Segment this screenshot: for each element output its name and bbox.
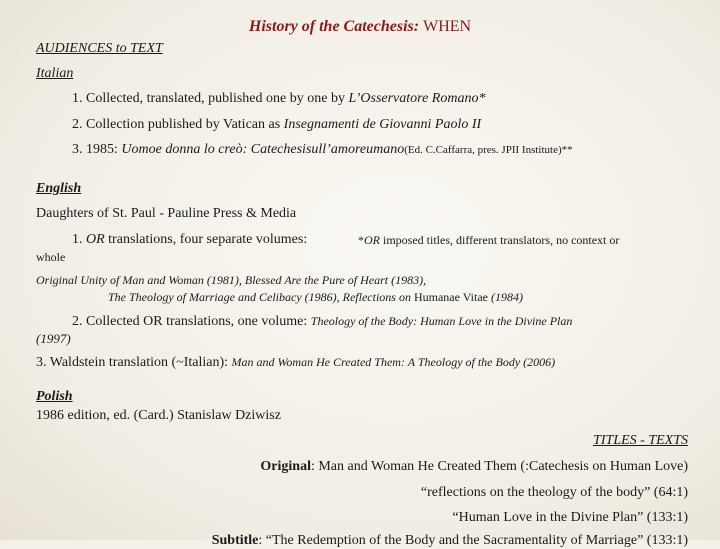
original-text: : Man and Woman He Created Them (:Catechesis on Human Love) <box>310 459 688 474</box>
title-main: History of the Catechesis: <box>248 18 420 35</box>
english-publisher: Daughters of St. Paul - Pauline Press & Media <box>36 206 297 221</box>
item-italic: Man and Woman He Created Them: A Theology of the Body (2006) <box>231 355 556 369</box>
titles-original <box>260 459 688 475</box>
titles-quote-2: “Human Love in the Divine Plan” (133:1) <box>452 510 688 525</box>
english-item-2-year: (1997) <box>36 331 71 346</box>
english-original-line-2 <box>108 290 523 305</box>
note-text: imposed titles, different translators, no context or <box>383 233 620 247</box>
english-heading: English <box>36 181 82 196</box>
subtitle-label: Subtitle <box>211 533 259 548</box>
item-number: 3. <box>36 355 47 370</box>
original-humanae-vitae: Humanae Vitae <box>413 290 488 304</box>
item-text: Collected, translated, published one by one by <box>86 91 345 106</box>
item-number: 2. <box>72 314 83 329</box>
slide-title <box>0 18 720 36</box>
item-text: Waldstein translation (~Italian): <box>49 355 229 370</box>
item-text: translations, four separate volumes: <box>108 232 308 247</box>
item-text: Collected <box>86 314 140 329</box>
item-text: 1985: <box>86 142 118 157</box>
item-number: 1. <box>72 232 83 247</box>
italian-item-3 <box>72 142 573 158</box>
original-year: (1984) <box>490 290 523 304</box>
item-italic: Theology of the Body: Human Love in the Divine Plan <box>310 314 573 328</box>
item-number: 2. <box>72 117 83 132</box>
italian-item-1 <box>72 91 485 107</box>
original-label: Original <box>260 459 311 474</box>
titles-quote-1: “reflections on the theology of the body” (64:1) <box>420 485 688 500</box>
polish-heading: Polish <box>36 389 73 404</box>
item-text-b: translations, one volume: <box>166 314 308 329</box>
english-item-3 <box>36 355 555 371</box>
item-note: (Ed. C.Caffarra, pres. JPII Institute)** <box>404 144 573 156</box>
item-or: OR <box>86 232 105 247</box>
english-item-1-note-cont: whole <box>36 250 66 264</box>
note-or: OR <box>364 233 380 247</box>
item-number: 3. <box>72 142 83 157</box>
english-item-2 <box>72 314 572 330</box>
note-star: * <box>358 233 364 247</box>
item-number: 1. <box>72 91 83 106</box>
original-titles: The Theology of Marriage and Celibacy (1986), Reflections on <box>108 290 411 304</box>
item-text: Collection published by Vatican as <box>86 117 281 132</box>
audiences-heading: AUDIENCES to TEXT <box>36 41 163 56</box>
item-italic: Uomoe donna lo creò: Catechesisull’amoreumano <box>121 142 405 157</box>
titles-heading: TITLES - TEXTS <box>593 433 688 448</box>
english-original-line-1: Original Unity of Man and Woman (1981), Blessed Are the Pure of Heart (1983), <box>36 273 427 287</box>
item-or: OR <box>143 314 163 329</box>
item-italic: L’Osservatore Romano* <box>348 91 486 106</box>
italian-item-2 <box>72 117 481 133</box>
english-item-1 <box>72 232 307 248</box>
subtitle-text: : “The Redemption of the Body and the Sacramentality of Marriage” (133:1) <box>258 533 688 548</box>
item-italic: Insegnamenti de Giovanni Paolo II <box>283 117 482 132</box>
italian-heading: Italian <box>36 66 74 81</box>
titles-subtitle <box>212 533 688 549</box>
title-when: WHEN <box>423 18 472 35</box>
polish-text: 1986 edition, ed. (Card.) Stanislaw Dziwisz <box>36 408 281 423</box>
english-item-1-note <box>358 233 619 248</box>
